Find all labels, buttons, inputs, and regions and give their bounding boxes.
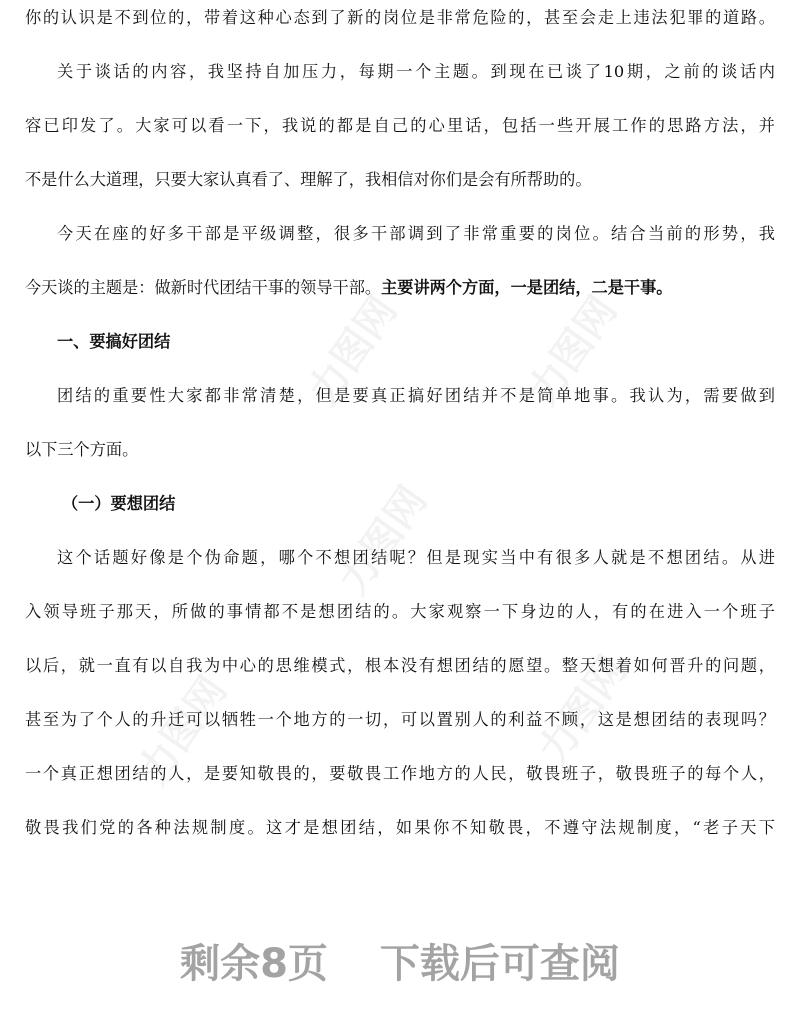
watermark: 力图网 bbox=[299, 288, 407, 413]
download-hint-label: 下载后可查阅 bbox=[379, 941, 620, 987]
text-line: 今天在座的好多干部是平级调整，很多干部调到了非常重要的岗位。结合当前的形势，我 bbox=[57, 224, 775, 243]
text-line: 甚至为了个人的升迁可以牺牲一个地方的一切，可以置别人的利益不顾，这是想团结的表现吗？ bbox=[25, 710, 775, 729]
text-line bbox=[25, 276, 775, 300]
bold-text-segment: 主要讲两个方面，一是团结，二是干事。 bbox=[381, 278, 673, 297]
text-line: 一个真正想团结的人，是要知敬畏的，要敬畏工作地方的人民，敬畏班子，敬畏班子的每个人， bbox=[25, 764, 775, 783]
section-heading: 一、要搞好团结 bbox=[57, 332, 171, 351]
watermark: 力图网 bbox=[129, 668, 237, 793]
watermark: 力图网 bbox=[329, 478, 437, 603]
subsection-heading: （一）要想团结 bbox=[62, 494, 176, 513]
text-line: 敬畏我们党的各种法规制度。这才是想团结，如果你不知敬畏，不遵守法规制度，“老子天下 bbox=[25, 818, 775, 837]
text-line: 入领导班子那天，所做的事情都不是想团结的。大家观察一下身边的人，有的在进入一个班子 bbox=[25, 602, 775, 621]
watermark: 力图网 bbox=[519, 288, 627, 413]
text-segment: 今天谈的主题是：做新时代团结干事的领导干部。 bbox=[25, 278, 382, 297]
download-banner[interactable] bbox=[0, 932, 800, 989]
text-line: 容已印发了。大家可以看一下，我说的都是自己的心里话，包括一些开展工作的思路方法，并 bbox=[25, 116, 775, 135]
watermark: 力图网 bbox=[529, 648, 637, 773]
text-line: 关于谈话的内容，我坚持自加压力，每期一个主题。到现在已谈了10期，之前的谈话内 bbox=[57, 62, 775, 81]
text-line: 以下三个方面。 bbox=[25, 440, 139, 459]
text-line: 以后，就一直有以自我为中心的思维模式，根本没有想团结的愿望。整天想着如何晋升的问题， bbox=[25, 656, 775, 675]
text-line: 团结的重要性大家都非常清楚，但是要真正搞好团结并不是简单地事。我认为，需要做到 bbox=[57, 386, 775, 405]
text-line: 你的认识是不到位的，带着这种心态到了新的岗位是非常危险的，甚至会走上违法犯罪的道路。 bbox=[25, 8, 775, 27]
text-line: 不是什么大道理，只要大家认真看了、理解了，我相信对你们是会有所帮助的。 bbox=[25, 170, 592, 189]
remaining-pages-label: 剩余8页 bbox=[180, 941, 328, 987]
text-line: 这个话题好像是个伪命题，哪个不想团结呢？但是现实当中有很多人就是不想团结。从进 bbox=[57, 548, 775, 567]
